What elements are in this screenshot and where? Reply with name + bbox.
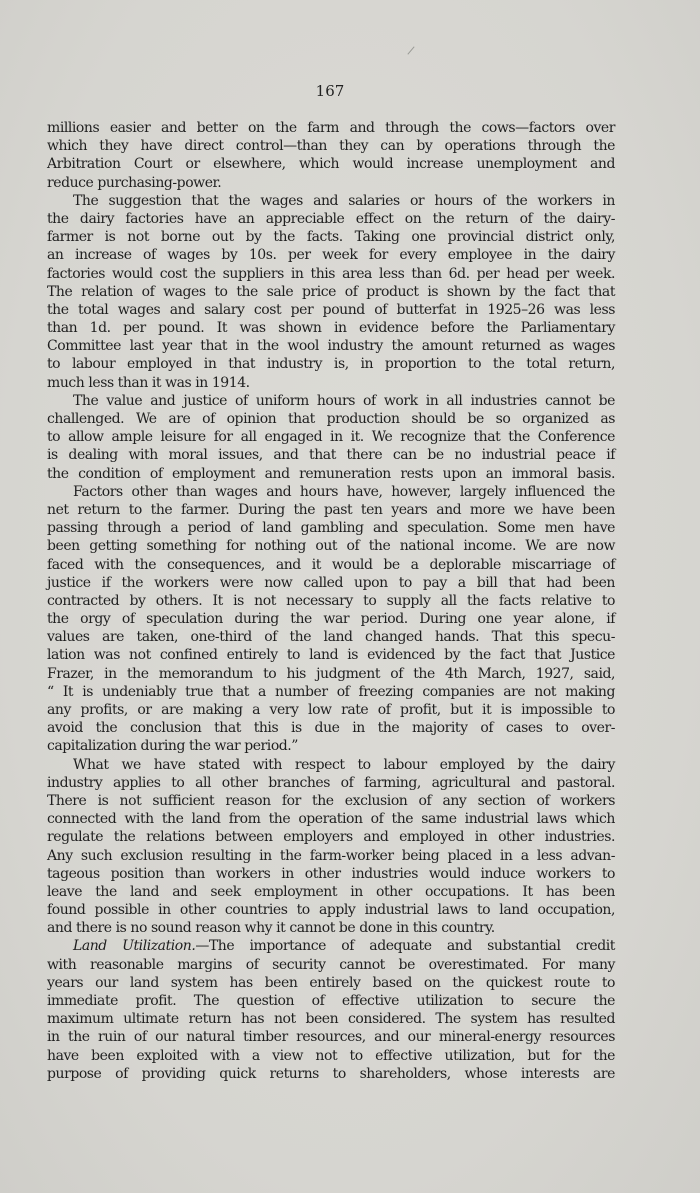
- text-line: [47, 428, 615, 446]
- text-line: [47, 956, 615, 974]
- text-line: [47, 337, 615, 355]
- text-line: [47, 719, 615, 737]
- page-number: 167: [315, 82, 345, 100]
- text-line-content: The suggestion that the wages and salaries or hours of the workers in: [73, 192, 615, 209]
- text-line: [47, 446, 615, 464]
- text-line: [47, 737, 615, 755]
- text-line: [47, 283, 615, 301]
- text-line: [47, 828, 615, 846]
- text-line-content: the dairy factories have an appreciable effect on the return of the dairy-: [47, 210, 615, 227]
- text-line: [47, 174, 615, 192]
- text-line-content: the orgy of speculation during the war period. During one year alone, if: [47, 611, 615, 628]
- text-line: [47, 483, 615, 501]
- text-line-content: regulate the relations between employers and employed in other industries.: [47, 829, 615, 846]
- text-line-content: factories would cost the suppliers in this area less than 6d. per head per week.: [47, 265, 615, 282]
- text-line: [47, 228, 615, 246]
- text-line-content: Frazer, in the memorandum to his judgment of the 4th March, 1927, said,: [47, 665, 615, 682]
- text-line-content: an increase of wages by 10s. per week for every employee in the dairy: [47, 247, 615, 264]
- text-line-content: farmer is not borne out by the facts. Taking one provincial district only,: [47, 229, 615, 246]
- text-line-content: to allow ample leisure for all engaged in it. We recognize that the Conference: [47, 429, 615, 446]
- text-line: [47, 410, 615, 428]
- text-line-content: reduce purchasing-power.: [47, 174, 222, 191]
- text-line-content: which they have direct control—than they can by operations through the: [47, 138, 615, 155]
- text-line: [47, 701, 615, 719]
- text-line-content: much less than it was in 1914.: [47, 374, 250, 391]
- text-line: [47, 1065, 615, 1083]
- text-line: [47, 665, 615, 683]
- text-line-content: leave the land and seek employment in other occupations. It has been: [47, 883, 615, 900]
- text-line: [47, 792, 615, 810]
- text-line-content: years our land system has been entirely based on the quickest route to: [47, 974, 615, 991]
- text-line-content: purpose of providing quick returns to shareholders, whose interests are: [47, 1065, 615, 1082]
- pencil-mark: [407, 46, 414, 54]
- text-line-content: found possible in other countries to apply industrial laws to land occupation,: [47, 902, 615, 919]
- text-line: [47, 465, 615, 483]
- text-line: [47, 628, 615, 646]
- text-line: [47, 374, 615, 392]
- text-line: [47, 119, 615, 137]
- text-line: [47, 592, 615, 610]
- text-line: [47, 392, 615, 410]
- text-line-content: The relation of wages to the sale price of product is shown by the fact that: [47, 283, 615, 300]
- text-line-content: challenged. We are of opinion that production should be so organized as: [47, 411, 615, 427]
- text-line: [47, 556, 615, 574]
- text-line: [47, 246, 615, 264]
- text-line-content: the total wages and salary cost per pound of butterfat in 1925–26 was less: [47, 301, 615, 318]
- text-line-content: —The importance of adequate and substantial credit: [195, 938, 615, 955]
- text-line-content: with reasonable margins of security cannot be overestimated. For many: [47, 956, 615, 973]
- text-line: [47, 919, 615, 937]
- text-line-content: millions easier and better on the farm and through the cows—factors over: [47, 120, 615, 136]
- text-line-content: to labour employed in that industry is, in proportion to the total return,: [47, 356, 615, 373]
- text-line: [47, 355, 615, 373]
- body-text: [47, 119, 615, 1083]
- text-line-content: Any such exclusion resulting in the farm-worker being placed in a less advan-: [47, 847, 615, 864]
- text-line-content: avoid the conclusion that this is due in the majority of cases to over-: [47, 720, 615, 737]
- text-line-content: There is not sufficient reason for the exclusion of any section of workers: [47, 792, 615, 809]
- text-line-content: tageous position than workers in other industries would induce workers to: [47, 865, 615, 882]
- text-line-content: the condition of employment and remuneration rests upon an immoral basis.: [47, 465, 615, 482]
- text-line-content: capitalization during the war period.”: [47, 738, 299, 755]
- text-line: [47, 974, 615, 992]
- text-line-content: have been exploited with a view not to effective utilization, but for the: [47, 1047, 615, 1064]
- text-line: [47, 137, 615, 155]
- text-line-content: maximum ultimate return has not been considered. The system has resulted: [47, 1011, 615, 1028]
- text-line-content: values are taken, one-third of the land changed hands. That this specu-: [47, 629, 615, 646]
- text-line-content: and there is no sound reason why it cannot be done in this country.: [47, 920, 495, 937]
- text-line: [47, 992, 615, 1010]
- text-line-content: “ It is undeniably true that a number of freezing companies are not making: [47, 683, 615, 700]
- text-line: [47, 865, 615, 883]
- text-line: [47, 901, 615, 919]
- text-line: [47, 519, 615, 537]
- text-line: [47, 265, 615, 283]
- text-line: [47, 210, 615, 228]
- text-line: [47, 937, 615, 955]
- text-line-content: immediate profit. The question of effective utilization to secure the: [47, 993, 615, 1009]
- text-line-content: been getting something for nothing out of the national income. We are now: [47, 538, 615, 555]
- text-line: [47, 646, 615, 664]
- text-line: [47, 756, 615, 774]
- text-line-content: The value and justice of uniform hours of work in all industries cannot be: [73, 392, 615, 409]
- text-line: [47, 847, 615, 865]
- text-line: [47, 537, 615, 555]
- text-line-content: lation was not confined entirely to land is evidenced by the fact that Justice: [47, 647, 615, 664]
- text-line: [47, 1047, 615, 1065]
- text-line-content: in the ruin of our natural timber resources, and our mineral-energy resources: [47, 1029, 615, 1046]
- text-line: [47, 319, 615, 337]
- text-line-content: net return to the farmer. During the past ten years and more we have been: [47, 501, 615, 518]
- text-line: [47, 810, 615, 828]
- text-line: [47, 574, 615, 592]
- text-line-content: Committee last year that in the wool industry the amount returned as wages: [47, 338, 615, 355]
- section-heading: Land Utilization.: [73, 938, 196, 955]
- text-line-content: passing through a period of land gambling and speculation. Some men have: [47, 520, 615, 537]
- text-line-content: Arbitration Court or elsewhere, which would increase unemployment and: [47, 156, 615, 173]
- text-line-content: contracted by others. It is not necessary to supply all the facts relative to: [47, 592, 615, 609]
- text-line: [47, 610, 615, 628]
- text-line: [47, 155, 615, 173]
- text-line-content: justice if the workers were now called upon to pay a bill that had been: [47, 574, 615, 591]
- text-line: [47, 1028, 615, 1046]
- text-line: [47, 301, 615, 319]
- text-line-content: What we have stated with respect to labour employed by the dairy: [73, 756, 615, 773]
- text-line-content: any profits, or are making a very low rate of profit, but it is impossible to: [47, 702, 615, 718]
- text-line-content: than 1d. per pound. It was shown in evidence before the Parliamentary: [47, 320, 615, 337]
- text-line-content: connected with the land from the operation of the same industrial laws which: [47, 811, 615, 828]
- text-line: [47, 683, 615, 701]
- text-line-content: faced with the consequences, and it would be a deplorable miscarriage of: [47, 556, 615, 573]
- text-line-content: is dealing with moral issues, and that there can be no industrial peace if: [47, 447, 615, 464]
- text-line: [47, 192, 615, 210]
- text-line: [47, 501, 615, 519]
- text-line-content: Factors other than wages and hours have, however, largely influenced the: [73, 483, 615, 500]
- text-line: [47, 774, 615, 792]
- text-line-content: industry applies to all other branches of farming, agricultural and pastoral.: [47, 774, 615, 791]
- text-line: [47, 1010, 615, 1028]
- text-line: [47, 883, 615, 901]
